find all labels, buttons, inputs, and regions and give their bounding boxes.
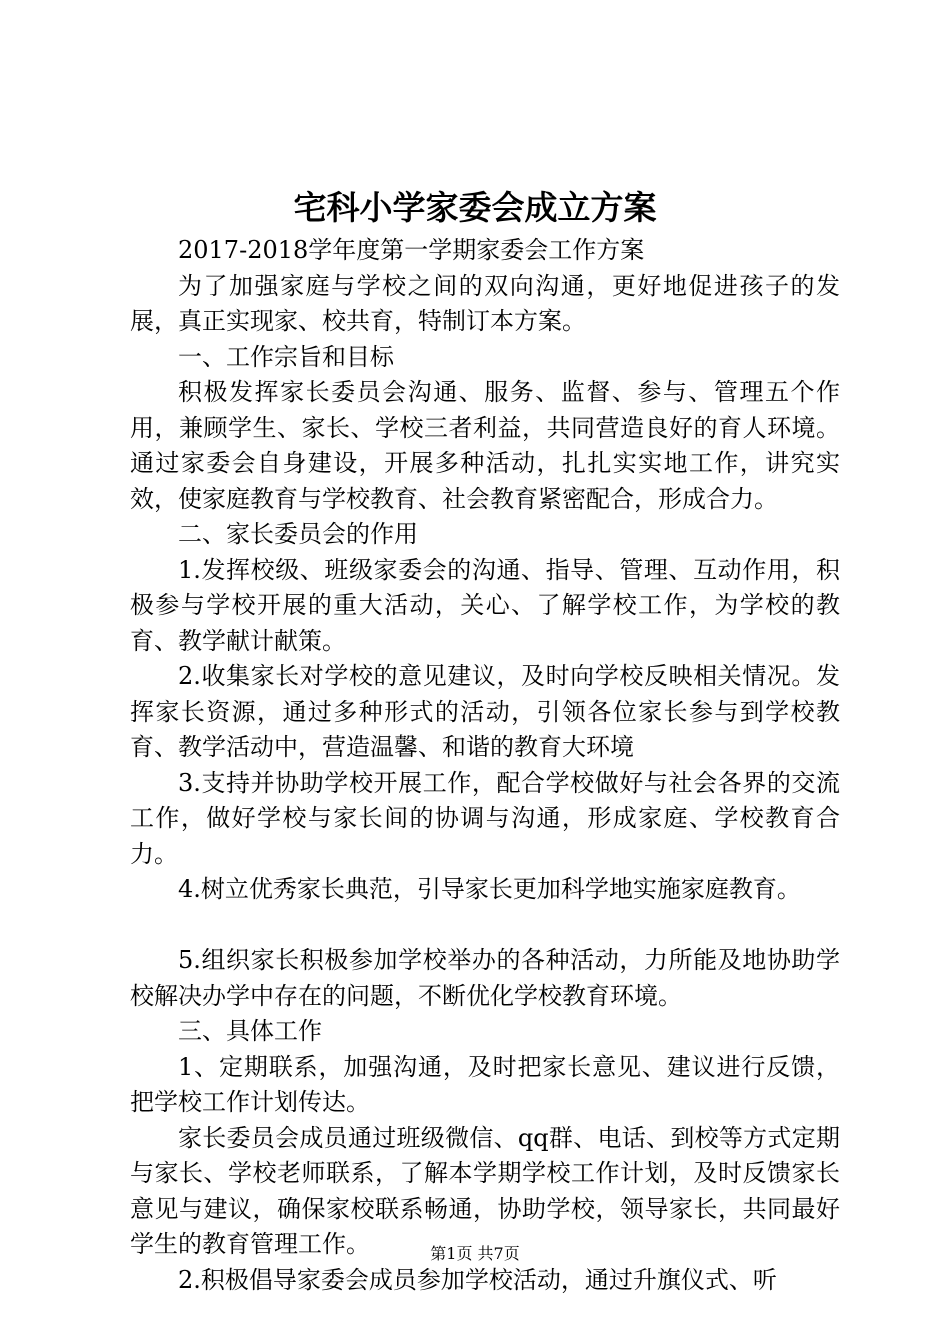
paragraph-work-1: 1、定期联系，加强沟通，及时把家长意见、建议进行反馈，把学校工作计划传达。 <box>130 1052 840 1116</box>
section-heading-3: 三、具体工作 <box>178 1017 322 1045</box>
paragraph-role-5: 5.组织家长积极参加学校举办的各种活动，力所能及地协助学校解决办学中存在的问题，不断优化学校教育环境。 <box>130 946 840 1010</box>
paragraph-purpose: 积极发挥家长委员会沟通、服务、监督、参与、管理五个作用，兼顾学生、家长、学校三者利益，共同营造良好的育人环境。通过家委会自身建设，开展多种活动，扎扎实实地工作，讲究实效，使家庭教育与学校教育、社会教育紧密配合，形成合力。 <box>130 378 840 513</box>
section-heading-2: 二、家长委员会的作用 <box>178 520 418 548</box>
document-title: 宅科小学家委会成立方案 <box>293 188 657 227</box>
page-footer: 第1页 共7页 <box>430 1244 520 1263</box>
paragraph-role-1: 1.发挥校级、班级家委会的沟通、指导、管理、互动作用，积极参与学校开展的重大活动，关心、了解学校工作，为学校的教育、教学献计献策。 <box>130 555 840 655</box>
paragraph-role-2: 2.收集家长对学校的意见建议，及时向学校反映相关情况。发挥家长资源，通过多种形式的活动，引领各位家长参与到学校教育、教学活动中，营造温馨、和谐的教育大环境 <box>130 662 840 761</box>
paragraph-role-4: 4.树立优秀家长典范，引导家长更加科学地实施家庭教育。 <box>178 875 801 903</box>
paragraph-intro: 为了加强家庭与学校之间的双向沟通，更好地促进孩子的发展，真正实现家、校共育，特制订本方案。 <box>130 271 840 335</box>
blank-line <box>130 908 840 944</box>
paragraph-work-1-detail: 家长委员会成员通过班级微信、qq群、电话、到校等方式定期与家长、学校老师联系，了解本学期学校工作计划，及时反馈家长意见与建议，确保家校联系畅通，协助学校，领导家长，共同最好学生的教育管理工作。 <box>130 1123 840 1258</box>
document-body <box>130 233 840 1298</box>
paragraph-plan-subtitle: 2017-2018学年度第一学期家委会工作方案 <box>178 236 645 264</box>
paragraph-work-2: 2.积极倡导家委会成员参加学校活动，通过升旗仪式、听 <box>178 1265 777 1294</box>
section-heading-1: 一、工作宗旨和目标 <box>178 342 394 371</box>
paragraph-role-3: 3.支持并协助学校开展工作，配合学校做好与社会各界的交流工作，做好学校与家长间的协调与沟通，形成家庭、学校教育合力。 <box>130 768 840 868</box>
